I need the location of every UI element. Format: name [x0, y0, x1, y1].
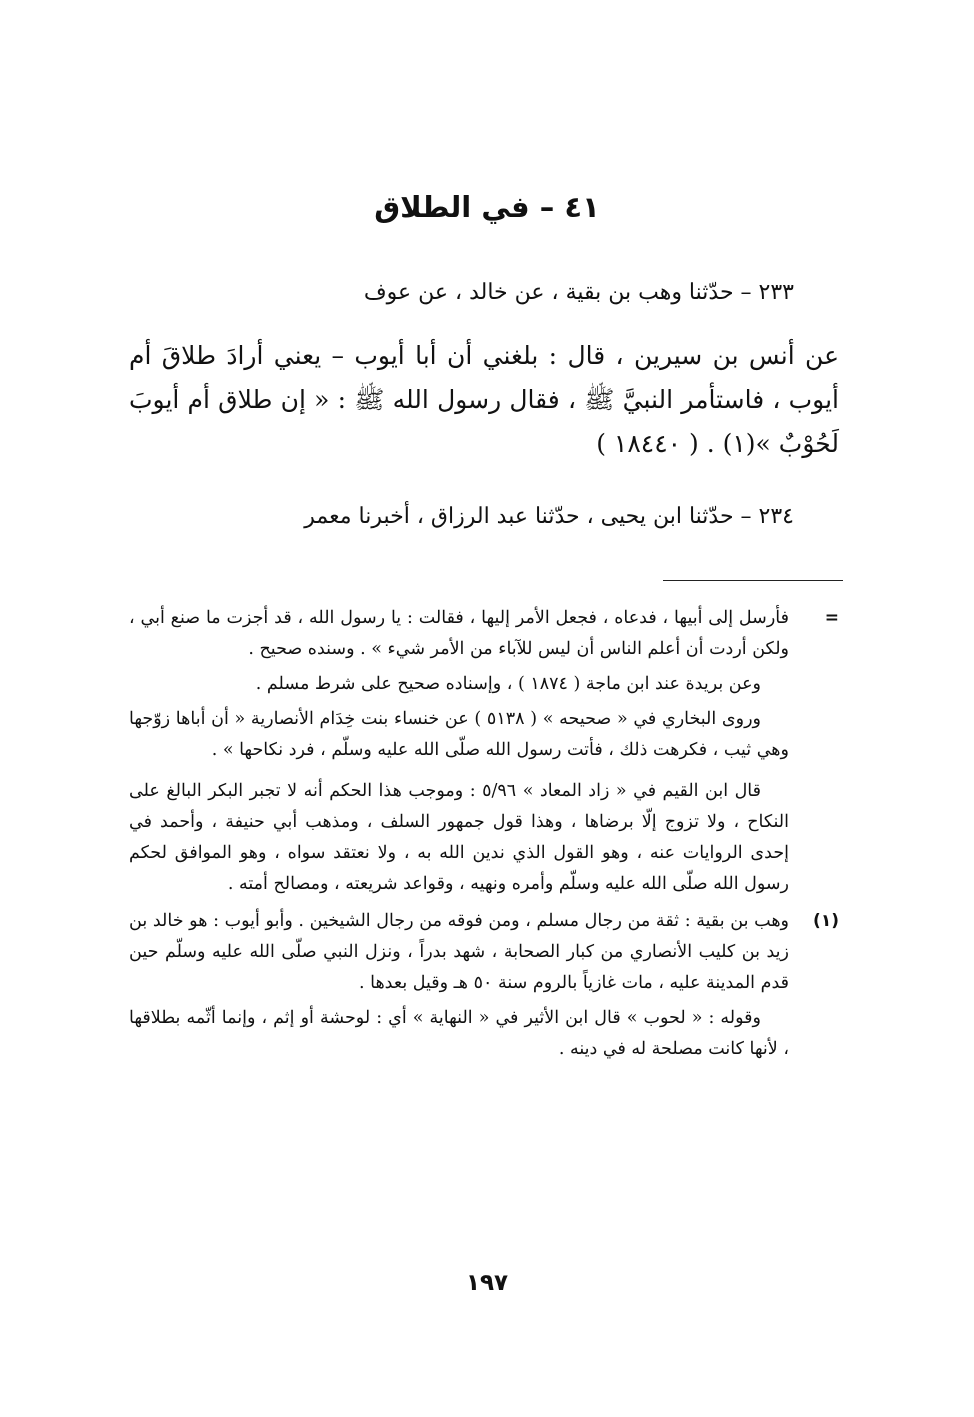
footnote-paragraph: فأرسل إلى أبيها ، فدعاه ، فجعل الأمر إليها ، فقالت : يا رسول الله ، قد أجزت ما صنع أبي ، ولكن أردت أن أعلم الناس أن ليس للآباء من الأمر شيء » . وسنده صحيح .: [129, 608, 789, 659]
page-number: ١٩٧: [465, 1270, 509, 1296]
footnote-1: [129, 906, 839, 1065]
footnote-continuation-mark: =: [824, 608, 839, 628]
chapter-title: ٤١ – في الطلاق: [374, 190, 600, 224]
hadith-233-text: عن أنس بن سيرين ، قال : بلغني أن أبا أيوب – يعني أرادَ طلاقَ أم أيوب ، فاستأمر النبيَّ ﷺ ، فقال رسول الله ﷺ : « إن طلاق أم أيوبَ لَحُوْبٌ »(١) . ( ١٨٤٤٠ ): [129, 341, 839, 458]
footnote-1-paragraph: وقوله : « لحوب » قال ابن الأثير في « النهاية » أي : لوحشة أو إثم ، وإنما أثّمه بطلاقها ، لأنها كانت مصلحة له في دينه .: [129, 1008, 789, 1059]
footnote-1-mark: (١): [813, 911, 839, 931]
footnote-paragraph: قال ابن القيم في « زاد المعاد » ٥/٩٦ : وموجب هذا الحكم أنه لا تجبر البكر البالغ على النكاح ، ولا تزوج إلّا برضاها ، وهذا قول جمهور السلف ، ومذهب أبي حنيفة ، وأحمد في إحدى الروايات عنه ، وهو القول الذي ندين الله به ، ولا نعتقد سواه ، وهو الموافق لحكم رسول الله صلّى الله عليه وسلّم وأمره ونهيه ، وقواعد شريعته ، ومصالح أمته .: [129, 781, 789, 894]
footnote-divider: [663, 580, 843, 581]
footnote-continuation: [129, 603, 839, 900]
hadith-233-chain: ٢٣٣ – حدّثنا وهب بن بقية ، عن خالد ، عن عوف: [363, 280, 794, 305]
footnote-1-paragraph: وهب بن بقية : ثقة من رجال مسلم ، ومن فوقه من رجال الشيخين . وأبو أيوب : هو خالد بن زيد بن كليب الأنصاري من كبار الصحابة ، شهد بدراً ، ونزل النبي صلّى الله عليه وسلّم حين قدم المدينة عليه ، مات غازياً بالروم سنة ٥٠ هـ وقيل بعدها .: [129, 911, 789, 993]
hadith-234-chain: ٢٣٤ – حدّثنا ابن يحيى ، حدّثنا عبد الرزاق ، أخبرنا معمر: [304, 504, 794, 529]
footnotes-section: [129, 603, 839, 1065]
footnote-paragraph: وعن بريدة عند ابن ماجة ( ١٨٧٤ ) ، وإسناده صحيح على شرط مسلم .: [255, 674, 761, 694]
footnote-paragraph: وروى البخاري في « صحيحه » ( ٥١٣٨ ) عن خنساء بنت خِدَام الأنصارية « أن أباها زوّجها وهي ثيب ، فكرهت ذلك ، فأتت رسول الله صلّى الله عليه وسلّم ، فرد نكاحها » .: [129, 709, 789, 760]
